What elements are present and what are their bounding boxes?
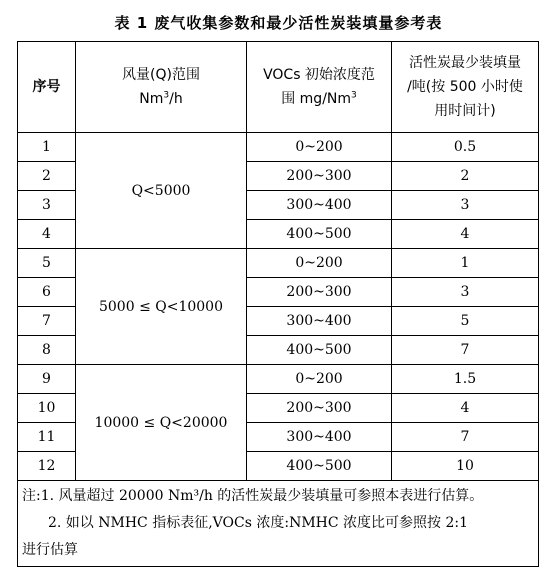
cell-vocs: 0~200 xyxy=(247,133,392,162)
header-seq: 序号 xyxy=(18,42,76,133)
cell-seq: 6 xyxy=(18,278,76,307)
header-carbon xyxy=(392,42,539,133)
cell-seq: 7 xyxy=(18,307,76,336)
cell-carbon: 7 xyxy=(392,336,539,365)
cell-carbon: 2 xyxy=(392,162,539,191)
cell-seq: 12 xyxy=(18,452,76,481)
cell-carbon: 3 xyxy=(392,278,539,307)
cell-vocs: 300~400 xyxy=(247,191,392,220)
header-vocs xyxy=(247,42,392,133)
cell-seq: 5 xyxy=(18,249,76,278)
cell-carbon: 4 xyxy=(392,394,539,423)
header-carbon-line2: /吨(按 500 小时使 xyxy=(407,79,523,95)
header-vocs-unit-sup: 3 xyxy=(351,90,357,101)
cell-seq: 3 xyxy=(18,191,76,220)
cell-vocs: 300~400 xyxy=(247,423,392,452)
table-row xyxy=(18,249,539,278)
cell-carbon: 1.5 xyxy=(392,365,539,394)
notes-cell xyxy=(18,481,539,567)
header-airflow-unit-base: Nm xyxy=(139,91,164,107)
cell-vocs: 0~200 xyxy=(247,365,392,394)
cell-seq: 9 xyxy=(18,365,76,394)
header-carbon-line1: 活性炭最少装填量 xyxy=(409,55,521,71)
cell-vocs: 400~500 xyxy=(247,220,392,249)
table-row xyxy=(18,365,539,394)
header-carbon-line3: 用时间计) xyxy=(434,103,496,119)
note-line-3: 进行估算 xyxy=(22,542,78,558)
header-airflow-unit-tail: /h xyxy=(169,91,183,107)
header-airflow-label: 风量(Q)范围 xyxy=(122,67,200,83)
cell-carbon: 10 xyxy=(392,452,539,481)
header-vocs-label: VOCs 初始浓度范 xyxy=(263,67,375,83)
cell-vocs: 0~200 xyxy=(247,249,392,278)
cell-carbon: 4 xyxy=(392,220,539,249)
reference-table xyxy=(17,41,539,567)
header-airflow-unit-sup: 3 xyxy=(163,90,170,101)
header-airflow xyxy=(76,42,247,133)
note-line-2: 2. 如以 NMHC 指标表征,VOCs 浓度:NMHC 浓度比可参照按 2:1 xyxy=(48,515,469,531)
cell-range: 10000 ≤ Q<20000 xyxy=(76,365,247,481)
cell-vocs: 200~300 xyxy=(247,278,392,307)
table-title: 表 1 废气收集参数和最少活性炭装填量参考表 xyxy=(114,14,443,32)
cell-vocs: 400~500 xyxy=(247,452,392,481)
cell-seq: 10 xyxy=(18,394,76,423)
notes-row xyxy=(18,481,539,567)
cell-carbon: 5 xyxy=(392,307,539,336)
cell-seq: 4 xyxy=(18,220,76,249)
header-vocs-unit: 围 mg/Nm xyxy=(281,91,352,107)
cell-vocs: 200~300 xyxy=(247,162,392,191)
cell-range: Q<5000 xyxy=(76,133,247,249)
cell-carbon: 1 xyxy=(392,249,539,278)
cell-vocs: 300~400 xyxy=(247,307,392,336)
cell-carbon: 3 xyxy=(392,191,539,220)
cell-vocs: 400~500 xyxy=(247,336,392,365)
cell-seq: 11 xyxy=(18,423,76,452)
cell-seq: 2 xyxy=(18,162,76,191)
cell-range: 5000 ≤ Q<10000 xyxy=(76,249,247,365)
note-line-1: 注:1. 风量超过 20000 Nm³/h 的活性炭最少装填量可参照本表进行估算。 xyxy=(22,488,484,504)
cell-carbon: 0.5 xyxy=(392,133,539,162)
cell-seq: 1 xyxy=(18,133,76,162)
cell-carbon: 7 xyxy=(392,423,539,452)
header-row xyxy=(18,42,539,133)
cell-seq: 8 xyxy=(18,336,76,365)
table-row xyxy=(18,133,539,162)
cell-vocs: 200~300 xyxy=(247,394,392,423)
